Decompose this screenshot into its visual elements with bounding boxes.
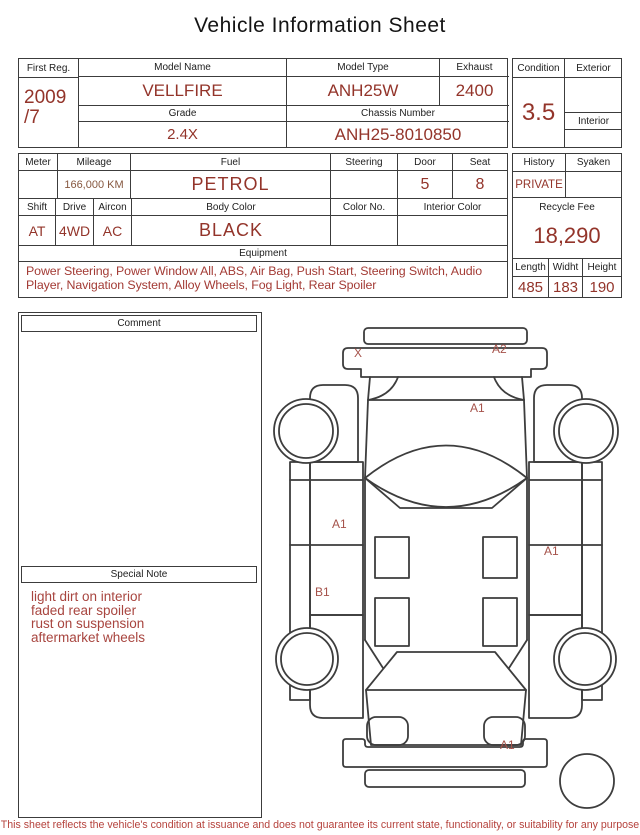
body-color-label: Body Color bbox=[132, 199, 331, 216]
interior-color-label: Interior Color bbox=[398, 199, 507, 216]
front-right-wheel bbox=[554, 399, 618, 463]
recycle-fee-label: Recycle Fee bbox=[539, 201, 595, 213]
rear-bumper bbox=[343, 739, 547, 767]
height-label: Height bbox=[583, 259, 621, 277]
model-name-label: Model Name bbox=[79, 59, 287, 77]
special-note-line: light dirt on interior bbox=[31, 589, 143, 604]
specs-value-row-2 bbox=[19, 216, 507, 246]
steering-value bbox=[331, 171, 398, 199]
disclaimer-text: This sheet reflects the vehicle's condition at issuance and does not guarantee its current state, functionality, or suitability for any purpose bbox=[0, 819, 640, 831]
color-no-label: Color No. bbox=[331, 199, 398, 216]
condition-table bbox=[512, 58, 622, 148]
length-label: Length bbox=[513, 259, 549, 277]
front-bumper bbox=[343, 348, 547, 377]
width-label: Widht bbox=[549, 259, 583, 277]
front-left-wheel bbox=[274, 399, 338, 463]
first-reg-value: 2009 /7 bbox=[24, 87, 67, 128]
seat-value: 8 bbox=[453, 171, 507, 199]
exterior-interior-cell bbox=[565, 59, 622, 147]
chassis-number-value: ANH25-8010850 bbox=[334, 124, 462, 144]
special-note-line: faded rear spoiler bbox=[31, 602, 137, 618]
left-taillight bbox=[367, 717, 408, 745]
main-info-table bbox=[18, 58, 508, 148]
car-damage-diagram bbox=[265, 318, 635, 818]
body-color-value: BLACK bbox=[132, 216, 331, 246]
recycle-fee-cell bbox=[513, 198, 621, 259]
info-header-row-2 bbox=[79, 106, 509, 122]
headlight-arcs bbox=[368, 377, 524, 400]
specs-header-row-1 bbox=[19, 154, 507, 171]
length-value: 485 bbox=[513, 277, 549, 297]
c-pillar-diagonals bbox=[365, 640, 527, 668]
history-label: History bbox=[513, 154, 565, 172]
syaken-value bbox=[566, 172, 621, 198]
damage-marker: A1 bbox=[332, 517, 347, 531]
left-b-pillar-window bbox=[375, 537, 409, 578]
meter-value bbox=[19, 171, 58, 199]
mileage-label: Mileage bbox=[58, 154, 131, 171]
interior-value bbox=[565, 130, 622, 149]
door-label: Door bbox=[398, 154, 453, 171]
right-door-panel bbox=[529, 462, 582, 615]
specs-value-row-1 bbox=[19, 171, 507, 199]
info-value-row-1 bbox=[79, 77, 509, 106]
history-cell bbox=[513, 154, 566, 198]
color-no-value bbox=[331, 216, 398, 246]
comment-label: Comment bbox=[21, 315, 257, 332]
damage-marker: X bbox=[354, 346, 363, 360]
info-value-row-2 bbox=[79, 122, 509, 147]
comment-box bbox=[18, 312, 262, 818]
grade-value: 2.4X bbox=[79, 122, 287, 147]
exterior-label: Exterior bbox=[565, 59, 622, 78]
height-value: 190 bbox=[589, 278, 615, 296]
first-reg-label: First Reg. bbox=[19, 59, 78, 78]
rear-right-wheel bbox=[554, 628, 616, 690]
drive-label: Drive bbox=[56, 199, 94, 216]
first-reg-cell bbox=[19, 59, 79, 147]
rear-window bbox=[366, 652, 526, 690]
history-fee-table bbox=[512, 153, 622, 298]
door-value: 5 bbox=[398, 171, 453, 199]
syaken-cell bbox=[566, 154, 621, 198]
fuel-label: Fuel bbox=[131, 154, 331, 171]
grade-label: Grade bbox=[79, 106, 287, 122]
model-type-value: ANH25W bbox=[287, 77, 440, 106]
right-b-pillar-window bbox=[483, 537, 517, 578]
exhaust-value: 2400 bbox=[440, 77, 509, 106]
damage-marker: A2 bbox=[492, 342, 507, 356]
exterior-value bbox=[565, 78, 622, 113]
interior-color-value bbox=[398, 216, 507, 246]
dims-value-row bbox=[513, 277, 621, 297]
condition-cell bbox=[513, 59, 565, 147]
spare-tire bbox=[560, 754, 614, 808]
syaken-label: Syaken bbox=[566, 154, 621, 172]
page-title: Vehicle Information Sheet bbox=[194, 14, 446, 37]
comment-value bbox=[21, 332, 257, 564]
special-note-value bbox=[19, 590, 257, 644]
damage-marker: B1 bbox=[315, 585, 330, 599]
condition-value: 3.5 bbox=[521, 98, 556, 126]
special-note-line: rust on suspension bbox=[31, 616, 145, 631]
model-type-label: Model Type bbox=[287, 59, 440, 77]
specs-table bbox=[18, 153, 508, 298]
dims-header-row bbox=[513, 259, 621, 277]
right-door-divider bbox=[529, 480, 602, 545]
specs-header-row-2 bbox=[19, 199, 507, 216]
a-pillars bbox=[365, 400, 527, 478]
interior-label: Interior bbox=[565, 113, 622, 130]
left-door-divider bbox=[290, 480, 363, 545]
fuel-value: PETROL bbox=[131, 171, 331, 199]
history-value: PRIVATE bbox=[515, 179, 563, 191]
condition-label: Condition bbox=[513, 59, 564, 78]
right-c-pillar-window bbox=[483, 598, 517, 646]
shift-label: Shift bbox=[19, 199, 56, 216]
drive-value: 4WD bbox=[56, 216, 94, 246]
rear-left-wheel bbox=[276, 628, 338, 690]
chassis-number-label: Chassis Number bbox=[287, 106, 509, 122]
equipment-value: Power Steering, Power Window All, ABS, Air Bag, Push Start, Steering Switch, Audio Player, Navigation System, Alloy Wheels, Fog Light, Rear Spoiler bbox=[26, 264, 482, 292]
seat-label: Seat bbox=[453, 154, 507, 171]
recycle-fee-value: 18,290 bbox=[533, 223, 601, 248]
shift-value: AT bbox=[19, 216, 56, 246]
exhaust-label: Exhaust bbox=[440, 59, 509, 77]
mileage-value: 166,000 KM bbox=[58, 171, 131, 199]
meter-label: Meter bbox=[19, 154, 58, 171]
width-value: 183 bbox=[549, 277, 583, 297]
damage-marker: A1 bbox=[544, 544, 559, 558]
damage-marker: A1 bbox=[500, 738, 515, 752]
info-header-row-1 bbox=[79, 59, 509, 77]
steering-label: Steering bbox=[331, 154, 398, 171]
cabin-sides bbox=[365, 478, 527, 640]
aircon-value: AC bbox=[94, 216, 132, 246]
rear-bumper-strip bbox=[365, 770, 525, 787]
left-c-pillar-window bbox=[375, 598, 409, 646]
equipment-label: Equipment bbox=[19, 246, 507, 262]
model-name-value: VELLFIRE bbox=[79, 77, 287, 106]
damage-marker: A1 bbox=[470, 401, 485, 415]
special-note-line: aftermarket wheels bbox=[31, 629, 146, 645]
aircon-label: Aircon bbox=[94, 199, 132, 216]
special-note-label: Special Note bbox=[21, 566, 257, 583]
